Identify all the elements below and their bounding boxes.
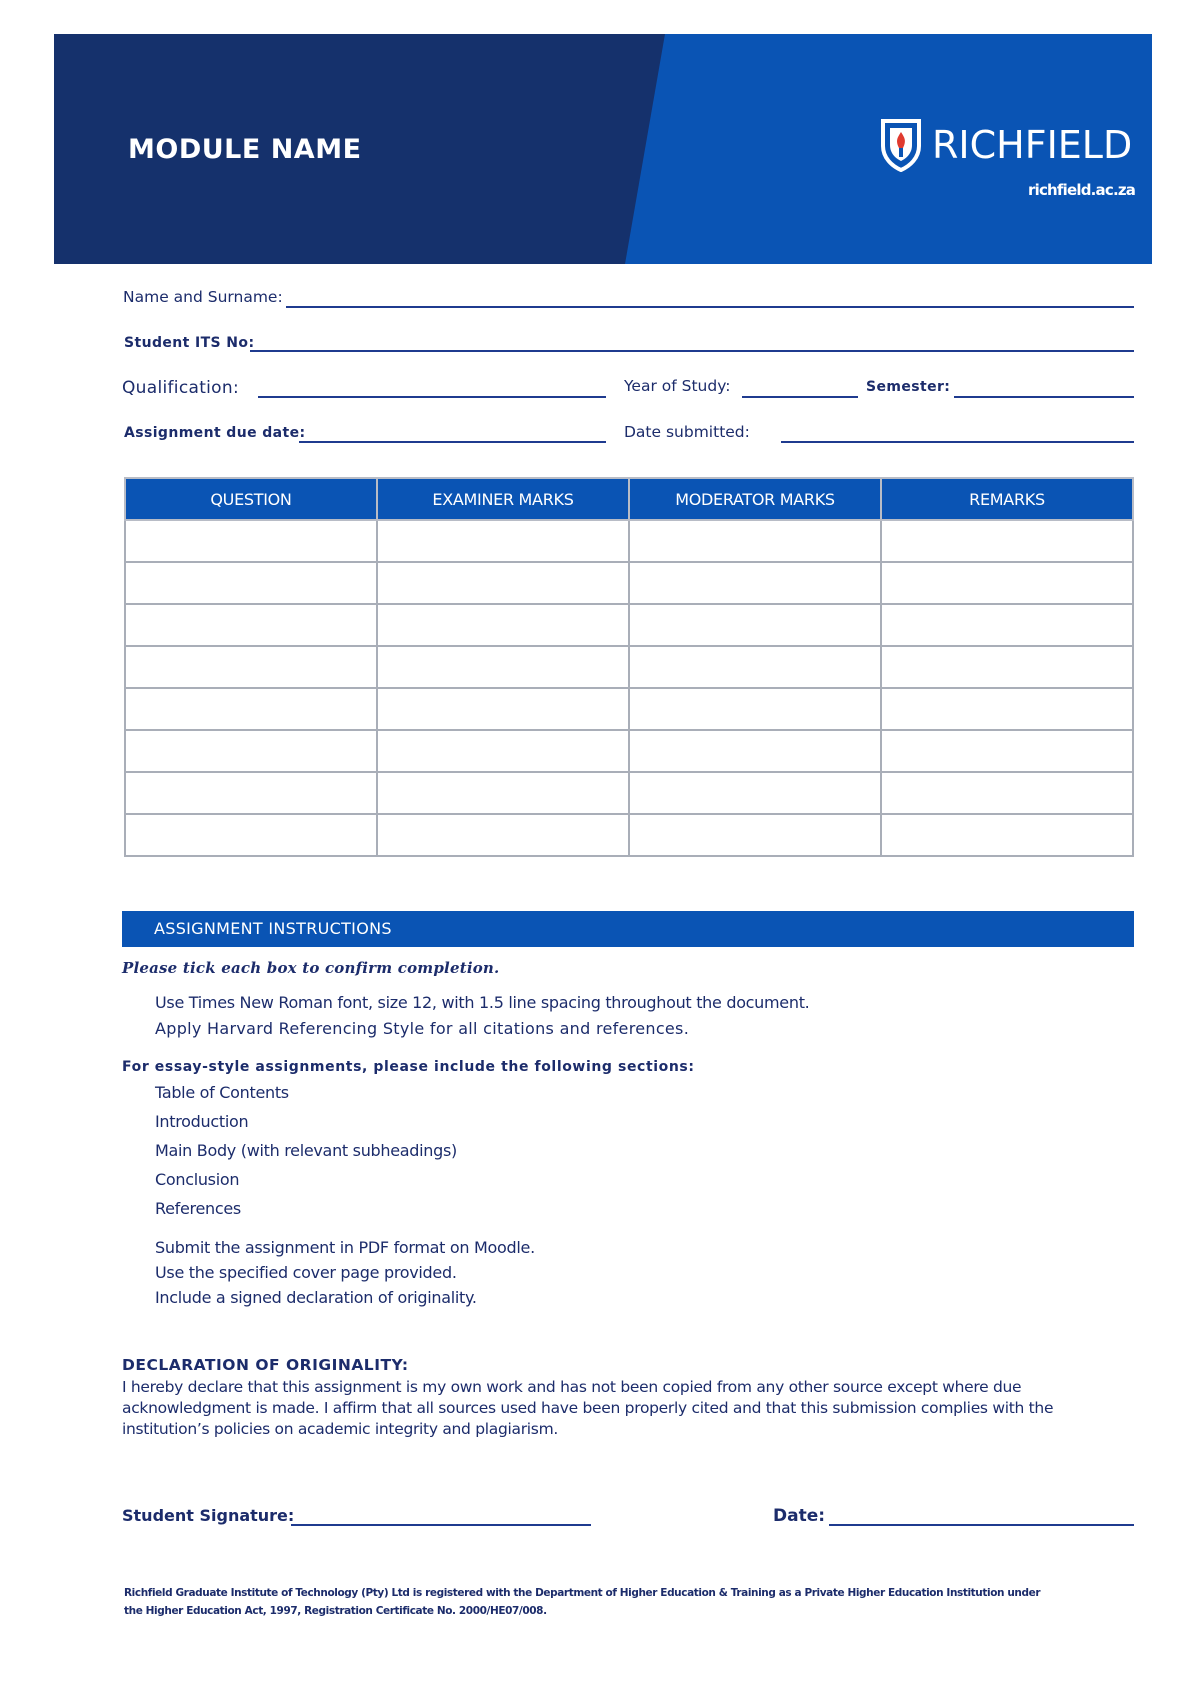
section-item[interactable]: Table of Contents: [155, 1083, 289, 1102]
module-name-title: MODULE NAME: [128, 134, 362, 165]
table-cell[interactable]: [377, 520, 629, 562]
table-cell[interactable]: [125, 646, 377, 688]
brand-name: RICHFIELD: [932, 123, 1133, 167]
table-cell[interactable]: [629, 772, 881, 814]
table-cell[interactable]: [629, 814, 881, 856]
date-submitted-label: Date submitted:: [624, 423, 750, 441]
semester-label: Semester:: [866, 379, 951, 395]
student-signature-field[interactable]: [291, 1524, 591, 1526]
table-cell[interactable]: [377, 562, 629, 604]
table-cell[interactable]: [881, 730, 1133, 772]
table-header-row: [125, 478, 1133, 520]
column-header-question: QUESTION: [125, 478, 377, 520]
table-cell[interactable]: [377, 772, 629, 814]
declaration-text: I hereby declare that this assignment is my own work and has not been copied from any other source except where due acknowledgment is made. I affirm that all sources used have been properly cited and that this submission complies with the institution’s policies on academic integrity and plagiarism.: [122, 1378, 1054, 1438]
table-cell[interactable]: [629, 730, 881, 772]
table-row: [125, 730, 1133, 772]
table-cell[interactable]: [881, 688, 1133, 730]
table-cell[interactable]: [125, 688, 377, 730]
table-cell[interactable]: [881, 646, 1133, 688]
format-item[interactable]: Use Times New Roman font, size 12, with 1.5 line spacing throughout the document.: [155, 993, 810, 1012]
table-cell[interactable]: [377, 646, 629, 688]
table-cell[interactable]: [125, 814, 377, 856]
student-no-field[interactable]: [250, 350, 1134, 352]
section-item[interactable]: Conclusion: [155, 1170, 240, 1189]
column-header-moderator-marks: MODERATOR MARKS: [629, 478, 881, 520]
instructions-heading-bar: [122, 911, 1134, 947]
instructions-title: ASSIGNMENT INSTRUCTIONS: [154, 919, 392, 938]
table-row: [125, 688, 1133, 730]
section-item[interactable]: Introduction: [155, 1112, 249, 1131]
table-cell[interactable]: [629, 562, 881, 604]
table-cell[interactable]: [881, 772, 1133, 814]
student-no-label: Student ITS No:: [124, 335, 255, 351]
format-item[interactable]: Apply Harvard Referencing Style for all citations and references.: [155, 1019, 690, 1038]
essay-prompt: For essay-style assignments, please include the following sections:: [122, 1059, 695, 1075]
table-row: [125, 814, 1133, 856]
table-row: [125, 520, 1133, 562]
table-cell[interactable]: [125, 730, 377, 772]
signature-date-label: Date:: [773, 1506, 826, 1526]
table-row: [125, 562, 1133, 604]
table-row: [125, 646, 1133, 688]
section-item[interactable]: Main Body (with relevant subheadings): [155, 1141, 457, 1160]
table-cell[interactable]: [629, 604, 881, 646]
table-cell[interactable]: [881, 520, 1133, 562]
name-field[interactable]: [286, 306, 1134, 308]
year-of-study-label: Year of Study:: [624, 377, 731, 395]
table-cell[interactable]: [629, 520, 881, 562]
table-cell[interactable]: [377, 814, 629, 856]
table-cell[interactable]: [125, 520, 377, 562]
qualification-field[interactable]: [258, 396, 606, 398]
table-cell[interactable]: [881, 562, 1133, 604]
semester-field[interactable]: [954, 396, 1134, 398]
submission-item[interactable]: Use the specified cover page provided.: [155, 1263, 457, 1282]
qualification-label: Qualification:: [122, 378, 239, 398]
due-date-label: Assignment due date:: [124, 425, 306, 441]
table-cell[interactable]: [125, 604, 377, 646]
section-item[interactable]: References: [155, 1199, 241, 1218]
declaration-title: DECLARATION OF ORIGINALITY:: [122, 1356, 409, 1374]
table-cell[interactable]: [629, 688, 881, 730]
due-date-field[interactable]: [299, 441, 606, 443]
table-cell[interactable]: [125, 562, 377, 604]
table-row: [125, 604, 1133, 646]
student-signature-label: Student Signature:: [122, 1506, 295, 1525]
shield-icon: [880, 118, 922, 172]
brand-url[interactable]: richfield.ac.za: [1028, 181, 1136, 199]
submission-item[interactable]: Include a signed declaration of originality.: [155, 1288, 477, 1307]
date-submitted-field[interactable]: [781, 441, 1134, 443]
table-row: [125, 772, 1133, 814]
table-cell[interactable]: [377, 730, 629, 772]
column-header-remarks: REMARKS: [881, 478, 1133, 520]
table-cell[interactable]: [377, 688, 629, 730]
footer-registration-text: Richfield Graduate Institute of Technology (Pty) Ltd is registered with the Department of Higher Education & Training as a Private Higher Education Institution under the Higher Education Act, 1997, Registration Certificate No. 2000/HE07/008.: [124, 1587, 1041, 1617]
table-cell[interactable]: [881, 604, 1133, 646]
name-label: Name and Surname:: [123, 288, 283, 306]
table-cell[interactable]: [377, 604, 629, 646]
table-cell[interactable]: [125, 772, 377, 814]
marks-table: [124, 477, 1134, 857]
column-header-examiner-marks: EXAMINER MARKS: [377, 478, 629, 520]
table-cell[interactable]: [629, 646, 881, 688]
tick-prompt: Please tick each box to confirm completion.: [122, 959, 500, 977]
submission-item[interactable]: Submit the assignment in PDF format on Moodle.: [155, 1238, 535, 1257]
year-of-study-field[interactable]: [742, 396, 858, 398]
brand-logo: [880, 118, 1132, 172]
signature-date-field[interactable]: [829, 1524, 1134, 1526]
table-cell[interactable]: [881, 814, 1133, 856]
